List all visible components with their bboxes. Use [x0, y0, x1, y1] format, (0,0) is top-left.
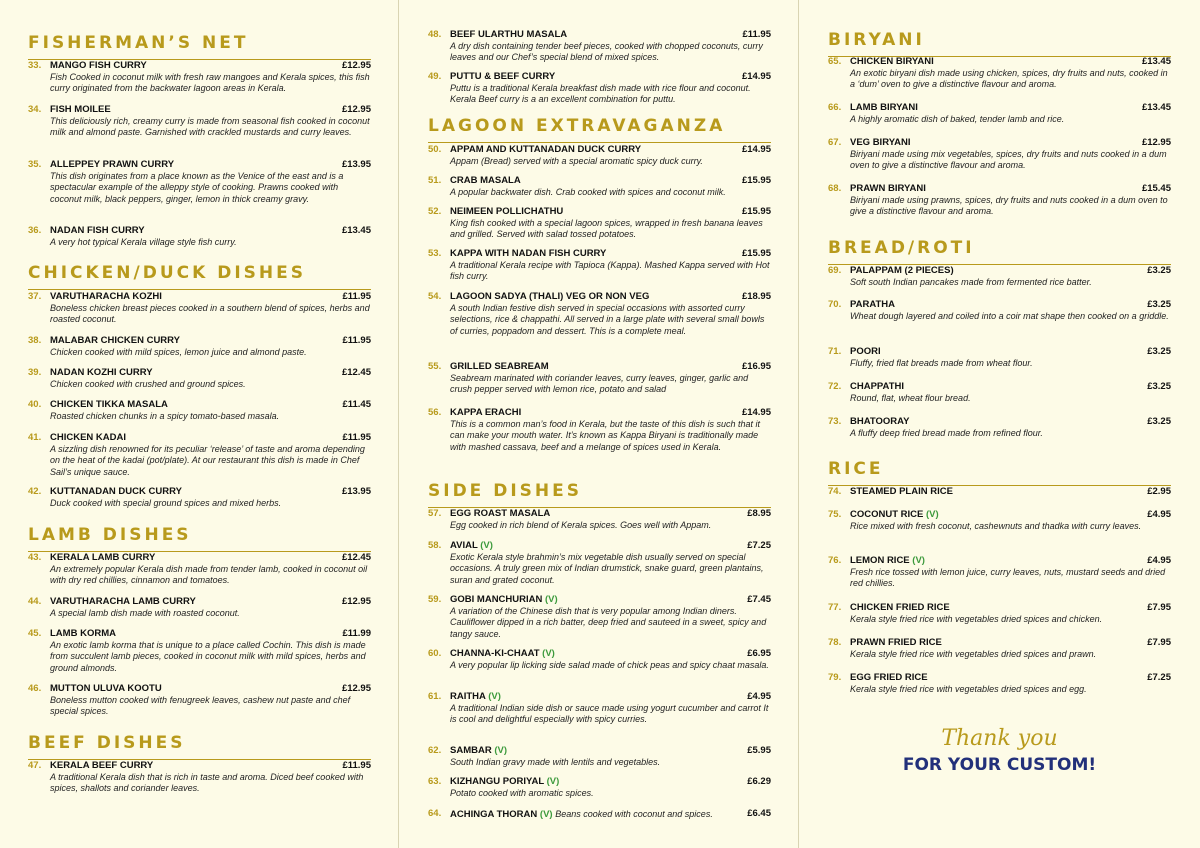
item-description: King fish cooked with a special lagoon spices, wrapped in fresh banana leaves and grilled. Served with salad tossed potatoes. — [450, 218, 763, 240]
item-number: 55. — [428, 361, 442, 372]
item-name: PUTTU & BEEF CURRY — [450, 71, 556, 82]
item-price: £11.99 — [342, 628, 371, 639]
item-name: CHICKEN KADAI — [50, 432, 126, 443]
item-description: Boneless mutton cooked with fenugreek leaves, cashew nut paste and chef special spices. — [50, 695, 351, 717]
menu-item — [428, 144, 771, 167]
column-divider — [398, 0, 399, 848]
item-description: Duck cooked with special ground spices and mixed herbs. — [50, 498, 282, 508]
section-title: RICE — [828, 459, 884, 479]
item-number: 60. — [428, 648, 442, 659]
item-description: A fluffy deep fried bread made from refined flour. — [850, 428, 1043, 438]
section-title: CHICKEN/DUCK DISHES — [28, 263, 306, 283]
item-name: STEAMED PLAIN RICE — [850, 486, 953, 497]
item-number: 41. — [28, 432, 42, 443]
item-price: £13.45 — [1141, 56, 1171, 67]
item-number: 73. — [828, 416, 842, 427]
item-price: £12.45 — [341, 367, 371, 378]
item-number: 40. — [28, 399, 42, 410]
item-name: LAMB KORMA — [50, 628, 116, 639]
veg-marker: (V) — [546, 776, 560, 787]
item-description: A traditional Indian side dish or sauce made using yogurt cucumber and carrot It is cool and delightful especially with spicy curries. — [450, 703, 769, 725]
item-price: £13.45 — [341, 225, 371, 236]
section-title: BREAD/ROTI — [828, 238, 975, 258]
menu-item — [28, 628, 371, 674]
item-price: £15.45 — [1141, 183, 1171, 194]
item-price: £15.95 — [741, 206, 771, 217]
menu-item — [428, 648, 771, 671]
item-number: 62. — [428, 745, 442, 756]
item-name: CRAB MASALA — [450, 175, 521, 186]
menu-item — [828, 555, 1171, 590]
item-description: A traditional Kerala dish that is rich in taste and aroma. Diced beef cooked with spices, shallots and coriander leaves. — [50, 772, 364, 794]
menu-item — [828, 602, 1171, 625]
item-description: Kerala style fried rice with vegetables dried spices and egg. — [850, 684, 1087, 694]
item-number: 37. — [28, 291, 42, 302]
item-name: ALLEPPEY PRAWN CURRY — [50, 159, 175, 170]
menu-item — [428, 540, 771, 586]
item-price: £12.95 — [341, 596, 371, 607]
item-name: VARUTHARACHA KOZHI — [50, 291, 162, 302]
item-name: PRAWN BIRYANI — [850, 183, 926, 194]
section-title: LAGOON EXTRAVAGANZA — [428, 116, 726, 136]
item-description: Rice mixed with fresh coconut, cashewnuts and thadka with curry leaves. — [850, 521, 1142, 531]
item-price: £6.45 — [747, 808, 771, 819]
item-description: Puttu is a traditional Kerala breakfast dish made with rice flour and coconut. Kerala Beef curry is a an excellent combination for puttu. — [450, 83, 751, 105]
thank-you-custom: FOR YOUR CUSTOM! — [902, 755, 1097, 775]
item-name: KIZHANGU PORIYAL (V) — [450, 776, 560, 787]
menu-item — [828, 102, 1171, 125]
section-title: BIRYANI — [828, 30, 925, 50]
veg-marker: (V) — [545, 594, 558, 605]
column-divider — [798, 0, 799, 848]
menu-item — [428, 175, 771, 198]
item-price: £12.95 — [341, 104, 371, 115]
item-price: £7.95 — [1147, 602, 1171, 613]
item-name: KAPPA ERACHI — [450, 407, 522, 418]
menu-item — [28, 432, 371, 478]
item-name: CHICKEN FRIED RICE — [850, 602, 950, 613]
item-price: £13.45 — [1141, 102, 1171, 113]
item-name: NADAN KOZHI CURRY — [50, 367, 153, 378]
item-description: An extremely popular Kerala dish made from tender lamb, cooked in coconut oil with dry red chillies, cinnamon and tomatoes. — [50, 564, 368, 586]
menu-item — [828, 486, 1171, 498]
item-name: LAGOON SADYA (THALI) VEG OR NON VEG — [450, 291, 650, 302]
menu-item — [428, 248, 771, 283]
item-description: A very popular lip licking side salad made of chick peas and spicy chaat masala. — [450, 660, 769, 670]
item-description: Soft south Indian pancakes made from fermented rice batter. — [850, 277, 1092, 287]
item-number: 43. — [28, 552, 42, 563]
item-name: CHICKEN BIRYANI — [850, 56, 934, 67]
item-description: Boneless chicken breast pieces cooked in a southern blend of spices, herbs and roasted coconut. — [50, 303, 370, 325]
menu-item — [428, 745, 771, 768]
item-name: FISH MOILEE — [50, 104, 111, 115]
section-rice — [828, 458, 1171, 486]
item-price: £4.95 — [1147, 509, 1171, 520]
item-name: NEIMEEN POLLICHATHU — [450, 206, 564, 217]
item-number: 39. — [28, 367, 42, 378]
item-description: Roasted chicken chunks in a spicy tomato-based masala. — [50, 411, 280, 421]
item-description: Fluffy, fried flat breads made from wheat flour. — [850, 358, 1033, 368]
item-name: AVIAL (V) — [450, 540, 493, 551]
item-price: £3.25 — [1147, 265, 1171, 276]
item-number: 68. — [828, 183, 842, 194]
menu-item — [828, 183, 1171, 218]
item-name: CHANNA-KI-CHAAT (V) — [450, 648, 555, 659]
item-name: CHAPPATHI — [850, 381, 905, 392]
section-side-dishes — [428, 480, 771, 508]
item-description: A highly aromatic dish of baked, tender lamb and rice. — [850, 114, 1065, 124]
item-name: KUTTANADAN DUCK CURRY — [50, 486, 182, 497]
item-number: 48. — [428, 29, 442, 40]
item-description: A sizzling dish renowned for its peculiar ‘release’ of taste and aroma depending on the heat of the kadai (pot/plate). At our restaurant this dish is made in Chef Sail’s unique sauce. — [50, 444, 365, 477]
section-lagoon-extravaganza — [428, 115, 771, 143]
item-number: 72. — [828, 381, 842, 392]
menu-item — [828, 56, 1171, 91]
menu-item — [28, 159, 371, 205]
item-number: 71. — [828, 346, 842, 357]
item-description: Kerala style fried rice with vegetables dried spices and prawn. — [850, 649, 1097, 659]
menu-item — [828, 637, 1171, 660]
section-title: SIDE DISHES — [428, 481, 582, 501]
menu-item — [428, 691, 771, 726]
item-price: £6.29 — [747, 776, 771, 787]
veg-marker: (V) — [488, 691, 501, 702]
item-description: Seabream marinated with coriander leaves, curry leaves, ginger, garlic and crush pepper served with lemon rice, potato and salad — [450, 373, 749, 395]
item-name: KAPPA WITH NADAN FISH CURRY — [450, 248, 607, 259]
item-name: MALABAR CHICKEN CURRY — [50, 335, 181, 346]
item-price: £12.45 — [341, 552, 371, 563]
item-description: Potato cooked with aromatic spices. — [450, 788, 594, 798]
item-description: Appam (Bread) served with a special aromatic spicy duck curry. — [450, 156, 703, 166]
section-bread-roti — [828, 237, 1171, 265]
menu-item — [428, 361, 771, 396]
item-name: POORI — [850, 346, 881, 357]
item-name: KERALA LAMB CURRY — [50, 552, 156, 563]
item-description: Exotic Kerala style brahmin’s mix vegetable dish usually served on special occasions. A truly green mix of Indian drumstick, snake guard, green plantains, suran and grated coconut. — [450, 552, 764, 585]
item-number: 79. — [828, 672, 842, 683]
item-name: BHATOORAY — [850, 416, 910, 427]
item-price: £11.95 — [342, 432, 371, 443]
item-price: £7.95 — [1147, 637, 1171, 648]
thank-you-script: Thank you — [941, 726, 1058, 751]
item-price: £14.95 — [741, 144, 771, 155]
item-number: 49. — [428, 71, 442, 82]
item-number: 36. — [28, 225, 42, 236]
item-number: 45. — [28, 628, 42, 639]
item-price: £18.95 — [741, 291, 771, 302]
item-name: MUTTON ULUVA KOOTU — [50, 683, 162, 694]
item-price: £13.95 — [341, 159, 371, 170]
item-name: NADAN FISH CURRY — [50, 225, 145, 236]
item-name: GRILLED SEABREAM — [450, 361, 549, 372]
item-number: 46. — [28, 683, 42, 694]
menu-item — [428, 808, 771, 821]
section-fishermans-net — [28, 32, 371, 60]
item-price: £5.95 — [747, 745, 771, 756]
item-number: 57. — [428, 508, 442, 519]
item-price: £11.95 — [342, 760, 371, 771]
item-number: 59. — [428, 594, 442, 605]
item-description: A variation of the Chinese dish that is very popular among Indian diners. Cauliflower dipped in a rich batter, deep fried and sauteed in a sweet, spicy and tangy sauce. — [450, 606, 767, 639]
item-number: 76. — [828, 555, 842, 566]
item-description: Fish Cooked in coconut milk with fresh raw mangoes and Kerala spices, this fish curry originated from the backwater lagoon areas in Kerala. — [50, 72, 370, 94]
menu-item — [828, 137, 1171, 172]
item-description: Chicken cooked with mild spices, lemon juice and almond paste. — [50, 347, 307, 357]
section-title: BEEF DISHES — [28, 733, 186, 753]
item-name: KERALA BEEF CURRY — [50, 760, 154, 771]
item-price: £15.95 — [741, 248, 771, 259]
item-name: APPAM AND KUTTANADAN DUCK CURRY — [450, 144, 642, 155]
menu-item — [428, 407, 771, 453]
item-price: £3.25 — [1147, 299, 1171, 310]
item-name: SAMBAR (V) — [450, 745, 508, 756]
item-description: Kerala style fried rice with vegetables dried spices and chicken. — [850, 614, 1103, 624]
item-description: South Indian gravy made with lentils and vegetables. — [450, 757, 661, 767]
item-description: Egg cooked in rich blend of Kerala spices. Goes well with Appam. — [450, 520, 712, 530]
item-price: £11.95 — [342, 291, 371, 302]
item-price: £2.95 — [1147, 486, 1171, 497]
item-description: A dry dish containing tender beef pieces, cooked with chopped coconuts, curry leaves and our Chef’s special blend of mixed spices. — [450, 41, 763, 63]
menu-item — [28, 104, 371, 139]
item-name: MANGO FISH CURRY — [50, 60, 147, 71]
item-number: 52. — [428, 206, 442, 217]
item-name: VEG BIRYANI — [850, 137, 911, 148]
veg-marker: (V) — [539, 809, 553, 820]
menu-item — [28, 225, 371, 248]
veg-marker: (V) — [542, 648, 555, 659]
item-description: This is a common man’s food in Kerala, but the taste of this dish is such that it can make your mouth water. It’s known as Kappa Biryani is traditionally made with mashed cassava, beef and a melange of spices used in Kerala. — [450, 419, 760, 452]
item-price: £7.45 — [747, 594, 771, 605]
menu-column-3 — [828, 0, 1171, 848]
menu-item — [28, 760, 371, 795]
item-name: VARUTHARACHA LAMB CURRY — [50, 596, 196, 607]
veg-marker: (V) — [926, 509, 939, 520]
item-price: £12.95 — [341, 60, 371, 71]
item-number: 74. — [828, 486, 842, 497]
menu-item — [828, 509, 1171, 532]
menu-item — [428, 71, 771, 106]
item-number: 35. — [28, 159, 42, 170]
item-number: 54. — [428, 291, 442, 302]
item-number: 66. — [828, 102, 842, 113]
item-number: 50. — [428, 144, 442, 155]
item-number: 38. — [28, 335, 42, 346]
item-number: 56. — [428, 407, 442, 418]
menu-item — [28, 552, 371, 587]
section-biryani — [828, 29, 1171, 57]
item-description: An exotic lamb korma that is unique to a place called Cochin. This dish is made from succulent lamb pieces, cooked in coconut milk with mild spices, herbs and ground almonds. — [50, 640, 366, 673]
item-price: £6.95 — [747, 648, 771, 659]
item-price: £11.95 — [742, 29, 771, 40]
item-number: 67. — [828, 137, 842, 148]
menu-item — [28, 291, 371, 326]
menu-item — [428, 291, 771, 337]
item-price: £14.95 — [741, 407, 771, 418]
item-name: CHICKEN TIKKA MASALA — [50, 399, 168, 410]
menu-item — [828, 346, 1171, 369]
veg-marker: (V) — [494, 745, 508, 756]
item-description: Biriyani made using prawns, spices, dry fruits and nuts cooked in a dum oven to give a distinctive flavour and aroma. — [850, 195, 1168, 217]
item-name: LEMON RICE (V) — [850, 555, 925, 566]
item-number: 61. — [428, 691, 442, 702]
item-price: £3.25 — [1147, 416, 1171, 427]
item-number: 33. — [28, 60, 42, 71]
menu-column-1 — [28, 0, 371, 848]
menu-item — [28, 367, 371, 390]
menu-item — [428, 29, 771, 64]
item-description: A traditional Kerala recipe with Tapioca (Kappa). Mashed Kappa served with Hot fish curry. — [450, 260, 770, 282]
item-number: 65. — [828, 56, 842, 67]
thank-you-note — [828, 724, 1171, 776]
section-title: LAMB DISHES — [28, 525, 192, 545]
item-number: 34. — [28, 104, 42, 115]
menu-item — [828, 416, 1171, 439]
veg-marker: (V) — [480, 540, 493, 551]
item-price: £7.25 — [1147, 672, 1171, 683]
item-number: 44. — [28, 596, 42, 607]
item-number: 78. — [828, 637, 842, 648]
item-price: £4.95 — [747, 691, 771, 702]
item-description: Fresh rice tossed with lemon juice, curry leaves, nuts, mustard seeds and dried red chillies. — [850, 567, 1166, 589]
menu-item — [28, 596, 371, 619]
item-description: An exotic biryani dish made using chicken, spices, dry fruits and nuts, cooked in a ‘dum’ oven to give a distinctive flavour and aroma. — [850, 68, 1168, 90]
item-description: A popular backwater dish. Crab cooked with spices and coconut milk. — [450, 187, 726, 197]
item-name: PARATHA — [850, 299, 896, 310]
item-name: LAMB BIRYANI — [850, 102, 918, 113]
item-price: £4.95 — [1147, 555, 1171, 566]
item-price: £16.95 — [741, 361, 771, 372]
veg-marker: (V) — [912, 555, 925, 566]
item-price: £11.45 — [342, 399, 371, 410]
item-name: EGG FRIED RICE — [850, 672, 928, 683]
menu-item — [828, 265, 1171, 288]
item-description: Wheat dough layered and coiled into a coir mat shape then cooked on a griddle. — [850, 311, 1169, 321]
item-name: PRAWN FRIED RICE — [850, 637, 942, 648]
item-description: A very hot typical Kerala village style fish curry. — [50, 237, 237, 247]
item-name: ACHINGA THORAN (V) Beans cooked with coconut and spices. — [450, 809, 713, 820]
item-description: This deliciously rich, creamy curry is made from seasonal fish cooked in coconut milk and almond paste. Garnished with crackled mustards and curry leaves. — [50, 116, 370, 138]
item-price: £3.25 — [1147, 346, 1171, 357]
item-price: £13.95 — [341, 486, 371, 497]
item-name: GOBI MANCHURIAN (V) — [450, 594, 558, 605]
section-divider — [28, 289, 371, 290]
item-price: £8.95 — [747, 508, 771, 519]
item-description: Beans cooked with coconut and spices. — [555, 809, 713, 819]
item-number: 47. — [28, 760, 42, 771]
menu-item — [828, 299, 1171, 322]
item-description: This dish originates from a place known as the Venice of the east and is a spectacular example of the alleppy style of cooking. Prawns cooked with coconut milk, black peppers, ginger, lemon in thick creamy gravy. — [50, 171, 344, 204]
item-name: BEEF ULARTHU MASALA — [450, 29, 568, 40]
item-price: £7.25 — [747, 540, 771, 551]
item-number: 58. — [428, 540, 442, 551]
item-name: RAITHA (V) — [450, 691, 501, 702]
item-price: £12.95 — [341, 683, 371, 694]
item-number: 69. — [828, 265, 842, 276]
item-number: 63. — [428, 776, 442, 787]
item-description: Round, flat, wheat flour bread. — [850, 393, 971, 403]
menu-item — [828, 672, 1171, 695]
item-price: £3.25 — [1147, 381, 1171, 392]
menu-item — [28, 399, 371, 422]
section-lamb — [28, 524, 371, 552]
menu-item — [428, 594, 771, 640]
menu-item — [28, 486, 371, 509]
item-number: 64. — [428, 808, 442, 819]
item-price: £12.95 — [1141, 137, 1171, 148]
menu-item — [828, 381, 1171, 404]
item-name: COCONUT RICE (V) — [850, 509, 939, 520]
item-description: Chicken cooked with crushed and ground spices. — [50, 379, 246, 389]
item-description: A special lamb dish made with roasted coconut. — [50, 608, 240, 618]
section-chicken-duck — [28, 262, 371, 290]
menu-item — [28, 60, 371, 95]
menu-column-2 — [428, 0, 771, 848]
item-price: £15.95 — [741, 175, 771, 186]
section-title: FISHERMAN’S NET — [28, 33, 249, 53]
item-number: 70. — [828, 299, 842, 310]
item-price: £14.95 — [741, 71, 771, 82]
menu-item — [28, 683, 371, 718]
menu-item — [28, 335, 371, 358]
section-divider — [428, 142, 771, 143]
menu-item — [428, 776, 771, 799]
item-number: 51. — [428, 175, 442, 186]
item-description: A south Indian festive dish served in special occasions with assorted curry selections, rice & chappathi. All served in a large plate with several small bowls of curries, poppadom and dessert. This is a complete meal. — [450, 303, 765, 336]
section-beef — [28, 732, 371, 760]
item-number: 77. — [828, 602, 842, 613]
item-number: 53. — [428, 248, 442, 259]
item-description: Biriyani made using mix vegetables, spices, dry fruits and nuts cooked in a dum oven to give a distinctive flavour and aroma. — [850, 149, 1167, 171]
menu-item — [428, 508, 771, 531]
item-number: 75. — [828, 509, 842, 520]
item-name: EGG ROAST MASALA — [450, 508, 551, 519]
item-name: PALAPPAM (2 PIECES) — [850, 265, 954, 276]
menu-item — [428, 206, 771, 241]
item-number: 42. — [28, 486, 42, 497]
item-price: £11.95 — [342, 335, 371, 346]
